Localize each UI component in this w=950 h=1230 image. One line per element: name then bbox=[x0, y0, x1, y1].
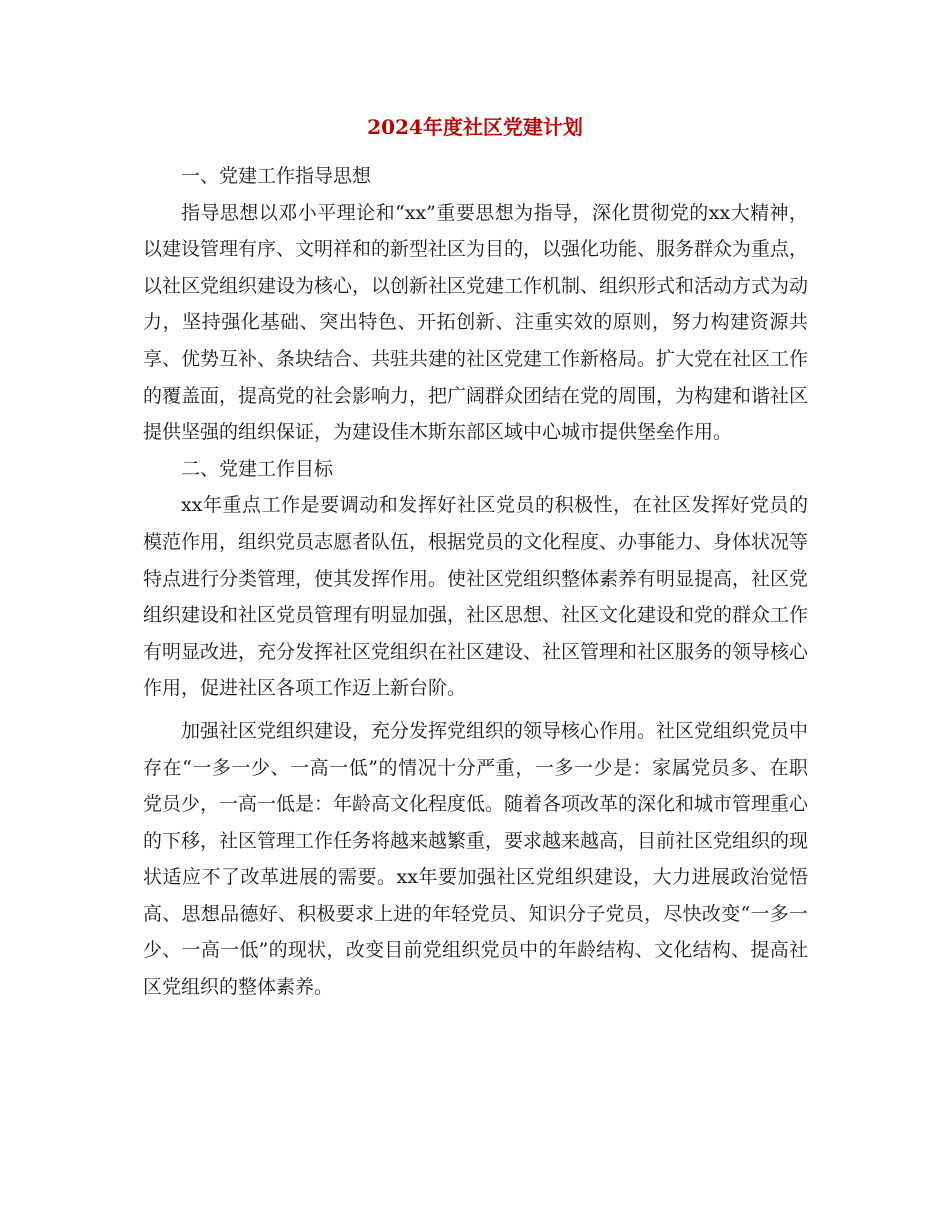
paragraph-strengthen-party-organization: 加强社区党组织建设，充分发挥党组织的领导核心作用。社区党组织党员中存在“一多一少、一高一低”的情况十分严重，一多一少是：家属党员多、在职党员少，一高一低是：年龄高文化程度低。随着各项改革的深化和城市管理重心的下移，社区管理工作任务将越来越繁重，要求越来越高，目前社区党组织的现状适应不了改革进展的需要。xx年要加强社区党组织建设，大力进展政治觉悟高、思想品德好、积极要求上进的年轻党员、知识分子党员，尽快改变“一多一少、一高一低”的现状，改变目前党组织党员中的年龄结构、文化结构、提高社区党组织的整体素养。 bbox=[143, 719, 809, 999]
section-heading-guiding-ideology: 一、党建工作指导思想 bbox=[181, 165, 372, 187]
document-body bbox=[143, 158, 808, 1006]
document-title: 2024年度社区党建计划 bbox=[367, 115, 583, 139]
paragraph-work-goals: xx年重点工作是要调动和发挥好社区党员的积极性，在社区发挥好党员的模范作用，组织党员志愿者队伍，根据党员的文化程度、办事能力、身体状况等特点进行分类管理，使其发挥作用。使社区党组织整体素养有明显提高，社区党组织建设和社区党员管理有明显加强，社区思想、社区文化建设和党的群众工作有明显改进，充分发挥社区党组织在社区建设、社区管理和社区服务的领导核心作用，促进社区各项工作迈上新台阶。 bbox=[143, 494, 809, 700]
section-heading-work-goals: 二、党建工作目标 bbox=[181, 457, 334, 480]
paragraph-guiding-ideology: 指导思想以邓小平理论和“xx”重要思想为指导，深化贯彻党的xx大精神，以建设管理有序、文明祥和的新型社区为目的，以强化功能、服务群众为重点，以社区党组织建设为核心，以创新社区党建工作机制、组织形式和活动方式为动力，坚持强化基础、突出特色、开拓创新、注重实效的原则，努力构建资源共享、优势互补、条块结合、共驻共建的社区党建工作新格局。扩大党在社区工作的覆盖面，提高党的社会影响力，把广阔群众团结在党的周围，为构建和谐社区提供坚强的组织保证，为建设佳木斯东部区域中心城市提供堡垒作用。 bbox=[143, 201, 809, 444]
